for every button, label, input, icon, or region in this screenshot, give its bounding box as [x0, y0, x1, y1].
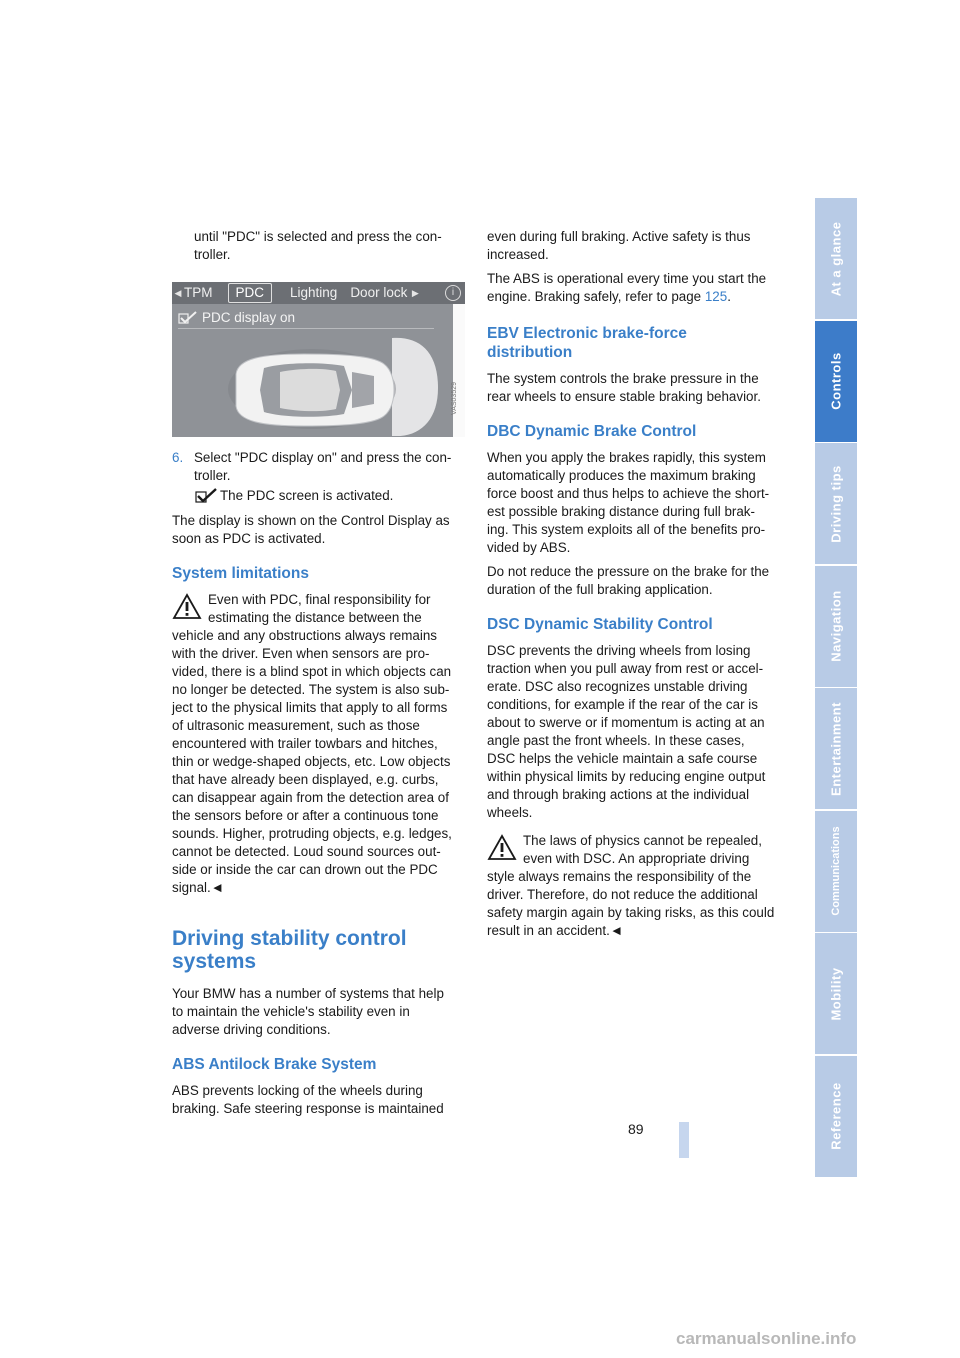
text-line: increased. — [487, 247, 549, 262]
heading-abs: ABS Antilock Brake System — [172, 1056, 377, 1073]
text-line: the sensors before or after a continuous tone — [172, 808, 439, 823]
tab-label: Mobility — [828, 966, 844, 1021]
info-icon: i — [445, 285, 461, 301]
paragraph — [487, 370, 779, 406]
paragraph — [487, 449, 779, 557]
text-line: The ABS is operational every time you start the — [487, 271, 767, 286]
text-line: side or inside the car can drown out the PDC — [172, 862, 438, 877]
text-line: ject to the physical limits that apply to all forms — [172, 700, 448, 715]
image-code: VAS03529 — [451, 382, 458, 415]
paragraph — [172, 512, 464, 548]
tab-label: At a glance — [828, 221, 844, 296]
text-line: wheels. — [487, 805, 533, 820]
text-line: vided by ABS. — [487, 540, 571, 555]
warning-icon — [172, 593, 202, 620]
paragraph — [487, 228, 779, 264]
text-line: est possible braking distance during full brak- — [487, 504, 755, 519]
warning-icon — [487, 834, 517, 861]
text-line: erate. DSC also recognizes unstable driving — [487, 679, 748, 694]
text-line: vehicle and any obstructions always remains — [172, 628, 437, 643]
screen-menu-item: Lighting — [290, 285, 338, 300]
intro-line: troller. — [194, 247, 231, 262]
text-line: duration of the full braking application. — [487, 582, 713, 597]
text-line: adverse driving conditions. — [172, 1022, 331, 1037]
step-text: Select "PDC display on" and press the con- — [194, 450, 452, 465]
tab-label: Entertainment — [828, 701, 844, 796]
text-line: traction when you pull away from rest or accel- — [487, 661, 764, 676]
text-line: within physical limits by reducing engine output — [487, 769, 766, 784]
warning-block — [487, 832, 779, 940]
tab-label: Reference — [828, 1082, 844, 1150]
checkmark-icon — [178, 311, 198, 325]
right-column — [487, 228, 779, 946]
text-line: with the driver. Even when sensors are pro- — [172, 646, 430, 661]
step-number: 6. — [172, 450, 184, 465]
tab-driving-tips[interactable] — [815, 443, 857, 564]
pdc-screen-image — [172, 282, 465, 437]
arrow-right-icon: ▶ — [411, 288, 419, 298]
tab-at-a-glance[interactable] — [815, 198, 857, 319]
text-line: braking. Safe steering response is maintained — [172, 1101, 444, 1116]
screen-menu-bar — [172, 282, 465, 304]
text-span: . — [727, 289, 731, 304]
text-line: vided, there is a blind spot in which objects can — [172, 664, 452, 679]
tab-reference[interactable] — [815, 1056, 857, 1177]
text-span: engine. Braking safely, refer to page — [487, 289, 705, 304]
step-text: troller. — [194, 468, 231, 483]
step-6 — [172, 449, 464, 485]
page-link[interactable]: 125 — [704, 289, 728, 304]
text-line: automatically produces the maximum braking — [487, 468, 756, 483]
paragraph — [487, 642, 779, 822]
screen-option-label: PDC display on — [202, 310, 296, 325]
text-line: DSC helps the vehicle maintain a safe course — [487, 751, 758, 766]
heading-driving-stability — [172, 927, 464, 973]
heading-line: systems — [172, 950, 257, 973]
tab-controls[interactable] — [815, 321, 857, 442]
paragraph — [487, 270, 779, 306]
tab-label: Controls — [828, 352, 844, 410]
text-line: conditions, for example if the rear of the car is — [487, 697, 758, 712]
text-line: can disappear again from the detection area of — [172, 790, 449, 805]
text-line: style always remains the responsibility of the — [487, 869, 752, 884]
watermark: carmanualsonline.info — [676, 1329, 857, 1348]
text-line: ing. This system exploits all of the benefits pro- — [487, 522, 766, 537]
text-line: rear wheels to ensure stable braking behavior. — [487, 389, 761, 404]
checkmark-icon — [194, 488, 218, 504]
heading-ebv — [487, 324, 779, 362]
text-line: cannot be detected. Loud sound sources out- — [172, 844, 441, 859]
text-line: The display is shown on the Control Display as — [172, 513, 450, 528]
text-line: estimating the distance between the — [208, 610, 422, 625]
text-line: result in an accident.◄ — [487, 923, 624, 938]
screen-menu-item: TPM — [184, 285, 213, 300]
text-line: safety margin again by taking risks, as this could — [487, 905, 775, 920]
arrow-left-icon: ◀ — [174, 288, 182, 298]
screen-side-strip — [453, 304, 465, 437]
text-line: angle past the front wheels. In these cases, — [487, 733, 745, 748]
tab-label: Navigation — [828, 590, 844, 662]
heading-system-limitations: System limitations — [172, 565, 309, 582]
intro-line: until "PDC" is selected and press the con- — [194, 229, 442, 244]
screen-menu-item-selected: PDC — [228, 283, 273, 303]
text-line: thin or wedge-shaped objects, etc. Low objects — [172, 754, 451, 769]
text-line: even during full braking. Active safety is thus — [487, 229, 751, 244]
left-column — [172, 228, 464, 1124]
text-line: DSC prevents the driving wheels from losing — [487, 643, 751, 658]
paragraph — [487, 563, 779, 599]
chapter-tabs — [815, 198, 857, 1178]
text-line: force boost and thus helps to achieve the short- — [487, 486, 770, 501]
paragraph — [172, 1082, 464, 1118]
text-line: encountered with trailer towbars and hitches, — [172, 736, 438, 751]
text-line: The system controls the brake pressure in the — [487, 371, 759, 386]
tab-entertainment[interactable] — [815, 688, 857, 809]
tab-mobility[interactable] — [815, 933, 857, 1054]
tab-communications[interactable] — [815, 811, 857, 932]
page-number-bar — [679, 1122, 689, 1158]
text-line: ABS prevents locking of the wheels during — [172, 1083, 423, 1098]
tab-navigation[interactable] — [815, 566, 857, 687]
heading-dsc: DSC Dynamic Stability Control — [487, 616, 713, 633]
text-line: and through braking actions at the individual — [487, 787, 750, 802]
page-number: 89 — [628, 1121, 644, 1137]
paragraph — [172, 985, 464, 1039]
text-line: soon as PDC is activated. — [172, 531, 326, 546]
text-line: about to swerve or if momentum is acting at an — [487, 715, 765, 730]
tab-label: Communications — [830, 826, 842, 916]
car-top-view-icon — [224, 316, 444, 436]
heading-line: EBV Electronic brake-force — [487, 325, 687, 342]
text-line: even with DSC. An appropriate driving — [523, 851, 750, 866]
intro-text — [172, 228, 464, 264]
text-line: to maintain the vehicle's stability even in — [172, 1004, 410, 1019]
screen-menu-item: Door lock — [350, 285, 408, 300]
tab-label: Driving tips — [828, 464, 844, 543]
text-line — [487, 288, 779, 306]
text-line: The laws of physics cannot be repealed, — [523, 833, 762, 848]
step-result-text: The PDC screen is activated. — [220, 488, 394, 503]
heading-line: Driving stability control — [172, 927, 407, 950]
warning-block — [172, 591, 464, 897]
text-line: driver. Therefore, do not reduce the additional — [487, 887, 758, 902]
text-line: When you apply the brakes rapidly, this system — [487, 450, 766, 465]
text-line: Your BMW has a number of systems that help — [172, 986, 444, 1001]
heading-line: distribution — [487, 344, 573, 361]
text-line: Do not reduce the pressure on the brake for the — [487, 564, 770, 579]
text-line: sounds. Higher, protruding objects, e.g. ledges, — [172, 826, 452, 841]
text-line: no longer be detected. The system is also sub- — [172, 682, 450, 697]
text-line: of ultrasonic measurement, such as those — [172, 718, 420, 733]
heading-dbc: DBC Dynamic Brake Control — [487, 423, 697, 440]
text-line: signal.◄ — [172, 880, 224, 895]
text-line: Even with PDC, final responsibility for — [208, 592, 431, 607]
step-result — [172, 487, 464, 505]
text-line: that have already been displayed, e.g. curbs, — [172, 772, 439, 787]
